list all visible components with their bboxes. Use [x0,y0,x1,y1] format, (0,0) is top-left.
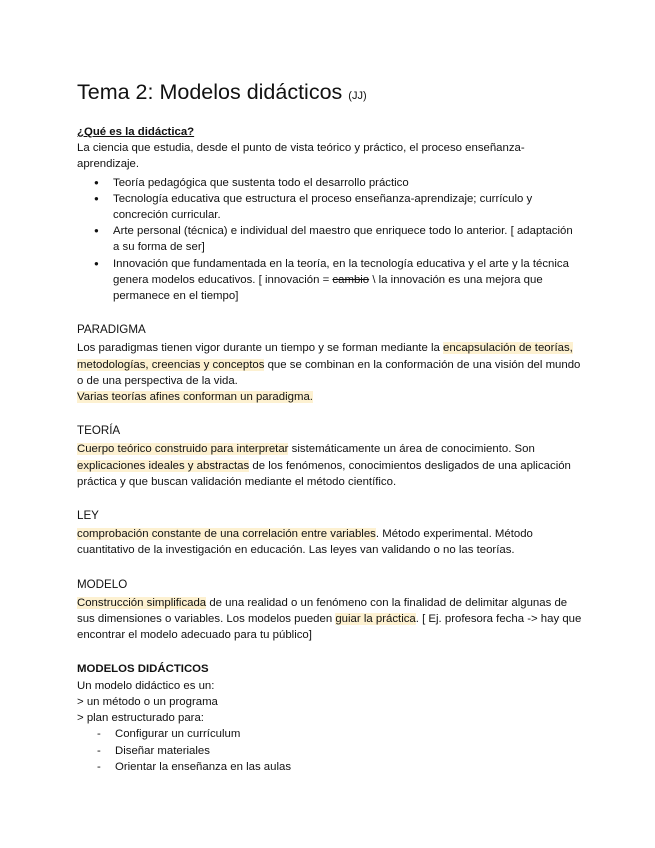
page-title-text: Tema 2: Modelos didácticos [77,80,343,104]
paradigma-heading: PARADIGMA [77,323,146,337]
paradigma-summary [77,389,582,405]
paradigma-text-b: que se combinan en la conformación de una visión del mundo o de una perspectiva de la vida. [77,358,581,387]
modelo-section [77,577,582,644]
list-item: ● Tecnología educativa que estructura el proceso enseñanza-aprendizaje; currículo y concreción curricular. [113,191,582,223]
teoria-heading: TEORÍA [77,424,121,438]
list-item [113,256,582,305]
page-title [77,78,582,110]
list-item: ● Teoría pedagógica que sustenta todo el desarrollo práctico [113,175,582,191]
modelos-didacticos-heading: MODELOS DIDÁCTICOS [77,663,209,676]
teoria-highlight-2: explicaciones ideales y abstractas [77,459,250,472]
document-content [77,78,582,775]
teoria-highlight-1: Cuerpo teórico construido para interpretar [77,443,289,456]
modelo-paragraph [77,595,582,644]
innovacion-text-b: \ la innovación es una mejora que permanece en el tiempo] [113,273,543,303]
modelos-dash-list [77,726,582,775]
teoria-section [77,423,582,490]
modelos-line-2: > un método o un programa [77,695,218,708]
paradigma-paragraph [77,340,582,389]
didactica-definition: La ciencia que estudia, desde el punto de vista teórico y práctico, el proceso enseñanza-aprendizaje. [77,142,525,171]
list-item: ● Arte personal (técnica) e individual del maestro que enriquece todo lo anterior. [ adaptación a su forma de ser] [113,223,582,255]
modelo-highlight-2: guiar la práctica [335,613,416,626]
paradigma-highlight: encapsulación de teorías, metodologías, creencias y conceptos [77,342,573,371]
modelo-heading: MODELO [77,577,128,591]
page-title-author: (JJ) [348,90,367,102]
list-item: - Orientar la enseñanza en las aulas [115,759,582,775]
didactica-bullet-list [77,175,582,305]
ley-paragraph [77,526,582,558]
struck-word: cambio [332,273,370,286]
list-item: - Diseñar materiales [115,743,582,759]
ley-highlight: comprobación constante de una correlación entre variables [77,528,376,541]
ley-heading: LEY [77,509,99,523]
paradigma-summary-highlight: Varias teorías afines conforman un paradigma. [77,391,313,404]
list-item: - Configurar un currículum [115,726,582,742]
paradigma-text-a: Los paradigmas tienen vigor durante un tiempo y se forman mediante la [77,342,443,355]
ley-text: . Método experimental. Método cuantitativo de la investigación en educación. Las leyes van validando o no las teorías. [77,528,533,557]
modelos-didacticos-section [77,661,582,774]
teoria-text-2: de los fenómenos, conocimientos desligados de una aplicación práctica y que buscan validación mediante el método científico. [77,459,571,488]
modelo-highlight-1: Construcción simplificada [77,596,207,609]
teoria-text-1: sistemáticamente un área de conocimiento. Son [288,443,535,456]
didactica-question: ¿Qué es la didáctica? [77,126,195,138]
teoria-paragraph [77,441,582,490]
ley-section [77,508,582,559]
modelo-text-1: de una realidad o un fenómeno con la finalidad de delimitar algunas de sus dimensiones o variables. Los modelos pueden [77,596,568,626]
paradigma-section [77,322,582,405]
modelo-text-2: . [ Ej. profesora fecha -> hay que encontrar el modelo adecuado para tu público] [77,613,582,642]
modelos-line-3: > plan estructurado para: [77,712,204,725]
innovacion-text-a: Innovación que fundamentada en la teoría, en la tecnología educativa y el arte y la técnica genera modelos educativos. [ innovación = [113,257,569,286]
modelos-line-1: Un modelo didáctico es un: [77,679,215,692]
